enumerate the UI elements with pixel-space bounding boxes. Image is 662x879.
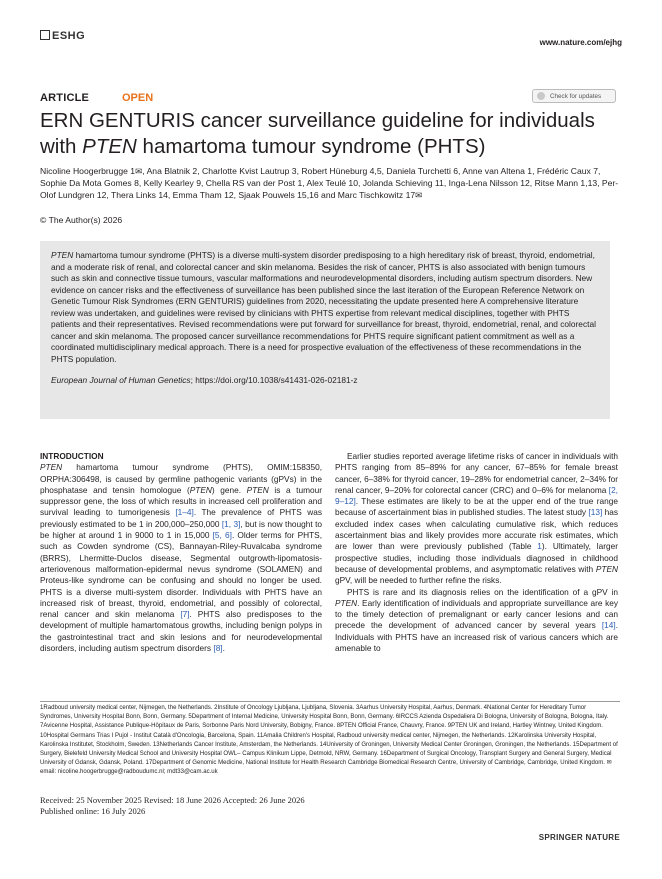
paragraph: Earlier studies reported average lifetime risks of cancer in individuals with PHTS ranging from 85–89% for any cancer, 67–85% for female breast cancer, 6–38% for thyroid cancer, 19–28% for endometrial cancer, 2–34% for renal cancer, 9–20% for colorectal cancer (CRC) and 0–6% for melanoma [2, 9–12]. These estimates are likely to be at the upper end of the true range because of ascertainment bias in published studies. The latest study [13] has excluded index cases when calculating cumulative risk, which reduces ascertainment bias and likely provides more accurate risk estimates, which are lower than were previously published (Table 1). Ultimately, larger prospective studies, including those individuals diagnosed in childhood because of developmental problems, and asymptomatic relatives with PTEN gPV, will be needed to further refine the risks. [335, 451, 618, 586]
affiliations-footnote: 1Radboud university medical center, Nijmegen, the Netherlands. 2Institute of Oncology Ljubljana, Ljubljana, Slovenia. 3Aarhus University Hospital, Aarhus, Denmark. 4National Center for Hereditary Tumor Syndromes, University Hospital Bonn, Bonn, Germany. 5Department of Internal Medicine, University Hospital Bonn, Bonn, Germany. 6IRCCS Azienda Ospedaliera Di Bologna, University of Bologna, Bologna, Italy. 7Avicenne Hospital, Assistance Publique-Hôpitaux de Paris, Sorbonne Paris Nord University, Bobigny, France. 8PTEN Official France, Chauvry, France. 9PTEN UK and Ireland, Hartley Wintney, United Kingdom. 10Hospital Germans Trias I Pujol - Institut Català d'Oncologia, Barcelona, Spain. 11Amalia Children's Hospital, Radboud university medical center, Nijmegen, the Netherlands. 12Karolinska University Hospital, Karolinska Institutet, Stockholm, Sweden. 13Netherlands Cancer Institute, Amsterdam, the Netherlands. 14University of Groningen, University Medical Center Groningen, Groningen, the Netherlands. 15Department of Surgery, Bielefeld University Medical School and University Hospital OWL– Campus Klinikum Lippe, Detmold, NRW, Germany. 16Department of Surgical Oncology, Transplant Surgery and General Surgery, Medical University of Gdansk, Gdansk, Poland. 17Department of Genomic Medicine, National Institute for Health Research Cambridge Biomedical Research Centre, University of Cambridge, Cambridge, United Kingdom. ✉email: nicoline.hoogerbrugge@radboudumc.nl; mdt33@cam.ac.uk [40, 701, 620, 778]
section-heading: INTRODUCTION [40, 451, 104, 461]
reference-link[interactable]: [13] [588, 507, 603, 518]
paragraph: PTEN hamartoma tumour syndrome (PHTS), OMIM:158350, ORPHA:306498, is caused by germline pathogenic variants (gPVs) in the phosphatase and tensin homologue (PTEN) gene. PTEN is a tumour suppressor gene, the loss of which results in increased cell proliferation and survival leading to tumorigenesis [1–4]. The prevalence of PHTS was previously estimated to be 1 in 200,000–250,000 [1, 3], but is now thought to be higher at around 1 in 9000 to 1 in 15,000 [5, 6]. Older terms for PHTS, such as Cowden syndrome (CS), Bannayan-Riley-Ruvalcaba syndrome (BRRS), Lhermitte-Duclos disease, Segmental outgrowth-lipomatosis-arteriovenous malformation-epidermal nevus syndrome (SOLAMEN) and Proteus-like syndrome can be confusing and should no longer be used. PHTS is a diverse multi-system disorder. Individuals with PHTS have an increased risk of breast, thyroid, endometrial, and possibly of colorectal, renal cancer and skin melanoma [7]. PHTS also predisposes to the development of multiple hamartomatous growths, including benign polyps in the gastrointestinal tract and skin lesions and for neurodevelopmental disorders, including autism spectrum disorders [8]. [40, 462, 323, 654]
reference-link[interactable]: [7] [180, 609, 190, 620]
copyright: © The Author(s) 2026 [40, 215, 123, 225]
reference-link[interactable]: [5, 6] [212, 530, 232, 541]
paragraph: PHTS is rare and its diagnosis relies on the identification of a gPV in PTEN. Early identification of individuals and appropriate surveillance are key to the timely detection of premalignant or early cancer lesions and can precede the development of advanced cancer by several years [14]. Individuals with PHTS have an increased risk of various cancers which are amenable to [335, 586, 618, 654]
author-list: Nicoline Hoogerbrugge 1✉, Ana Blatnik 2, Charlotte Kvist Lautrup 3, Robert Hüneburg 4,5, Daniela Turchetti 6, Anne van Altena 1, Frédéric Caux 7, Sophie Da Mota Gomes 8, Kelly Kearley 9, Chella RS van der Post 1, Alex Teulé 10, Jolanda Schieving 11, Inga-Lena Nilsson 12, Ritse Mann 1,13, Per-Olof Lundgren 12, Thera Links 14, Emma Tham 12, Sjaak Pouwels 15,16 and Marc Tischkowitz 17✉ [40, 166, 619, 200]
reference-link[interactable]: [1, 3] [221, 518, 241, 529]
article-title: ERN GENTURIS cancer surveillance guideline for individuals with PTEN hamartoma tumour syndrome (PHTS) [40, 109, 595, 158]
reference-link[interactable]: [1–4] [175, 507, 194, 518]
publication-dates: Received: 25 November 2025 Revised: 18 June 2026 Accepted: 26 June 2026 Published online: 16 July 2026 [40, 795, 305, 816]
open-access-label: OPEN [122, 92, 154, 104]
reference-link[interactable]: [8] [213, 643, 223, 654]
publisher-logo: SPRINGER NATURE [538, 833, 620, 842]
doi-link[interactable]: ; https://doi.org/10.1038/s41431-026-02181-z [190, 375, 358, 386]
body-column-right [335, 451, 618, 654]
body-column-left [40, 451, 322, 654]
eshg-logo: ESHG [40, 30, 85, 42]
table-link[interactable]: 1 [537, 541, 542, 552]
abstract-box [40, 241, 610, 419]
abstract-text: PTEN hamartoma tumour syndrome (PHTS) is a diverse multi-system disorder predisposing to a high hereditary risk of breast, thyroid, endometrial, and a moderate risk of renal, and colorectal cancer and skin melanoma. Besides the risk of cancer, PHTS is also associated with benign tumours such as skin and connective tissue tumours, vascular malformations and neurodevelopmental disorders, including autism spectrum disorders. New evidence on cancer risks and the effectiveness of surveillance has been published since the last iteration of the European Reference Network on Genetic Tumour Risk Syndromes (ERN GENTURIS) guidelines from 2020, necessitating the update presented here A comprehensive literature review was undertaken, and guidelines were revised by clinicians with PHTS expertise from relevant medical disciplines, together with PHTS patients and their representatives. Revised recommendations were put forward for surveillance for breast, thyroid, endometrial, renal, and colorectal cancer and skin melanoma. The proposed cancer surveillance recommendations for PHTS require significant patient commitment as well as a coordinated multidisciplinary medical approach. There is a need for prospective evaluation of the effectiveness of these recommendations in the PHTS population. [51, 250, 596, 364]
reference-link[interactable]: [14] [601, 620, 616, 631]
reference-link[interactable]: [2, 9–12] [335, 484, 618, 507]
article-type-label: ARTICLE [40, 92, 90, 104]
journal-url[interactable]: www.nature.com/ejhg [539, 38, 622, 47]
eshg-logo-mark-icon [40, 30, 50, 40]
citation-line: European Journal of Human Genetics; https://doi.org/10.1038/s41431-026-02181-z [51, 375, 358, 386]
check-for-updates-button[interactable]: Check for updates [532, 89, 616, 103]
update-check-icon [537, 92, 545, 100]
